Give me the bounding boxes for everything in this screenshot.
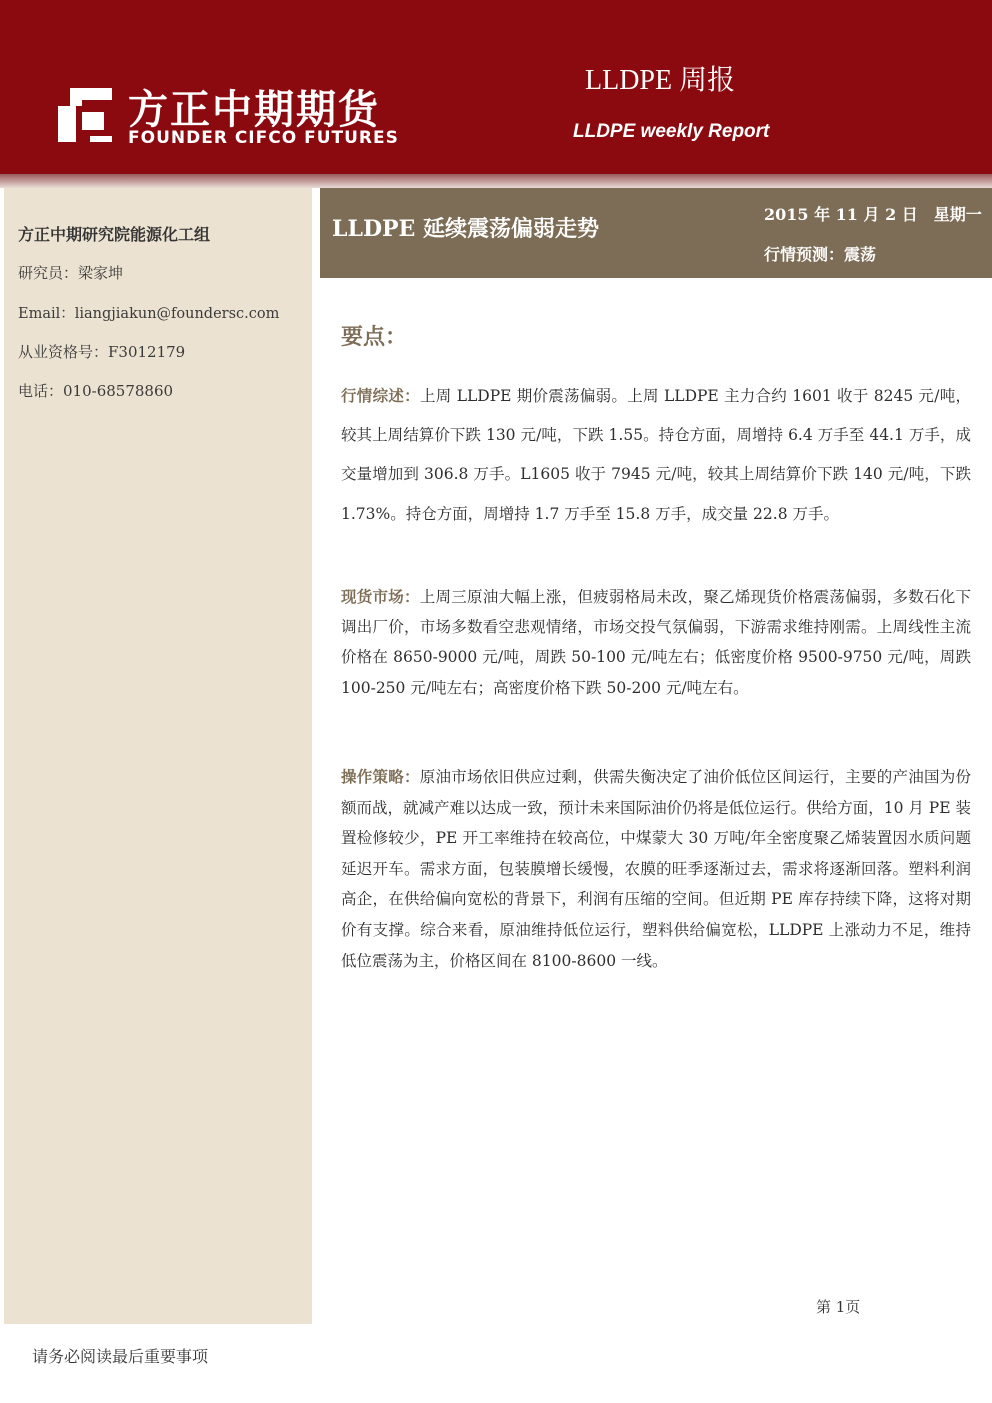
banner-divider: [0, 174, 992, 188]
market-overview-text: 上周 LLDPE 期价震荡偏弱。上周 LLDPE 主力合约 1601 收于 8245 元/吨，较其上周结算价下跌 130 元/吨，下跌 1.55。持仓方面，周增持 6.4 万手至 44.1 万手，成交量增加到 306.8 万手。L1605 收于 7945 元/吨，较其上周结算价下跌 140 元/吨，下跌 1.73%。持仓方面，周增持 1.7 万手至 15.8 万手，成交量 22.8 万手。: [341, 387, 971, 523]
spot-market-text: 上周三原油大幅上涨，但疲弱格局未改，聚乙烯现货价格震荡偏弱，多数石化下调出厂价，市场多数看空悲观情绪，市场交投气氛偏弱，下游需求维持刚需。上周线性主流价格在 8650-9000 元/吨，周跌 50-100 元/吨左右；低密度价格 9500-9750 元/吨，周跌 100-250 元/吨左右；高密度价格下跌 50-200 元/吨左右。: [341, 588, 971, 697]
phone-number: 电话：010-68578860: [18, 382, 174, 400]
strategy-label: 操作策略：: [341, 768, 420, 786]
logo-chinese-name: 方正中期期货: [128, 87, 380, 133]
spot-market-label: 现货市场：: [341, 588, 420, 606]
key-points-heading: 要点：: [341, 325, 408, 350]
license-number: 从业资格号：F3012179: [18, 343, 186, 361]
report-subtitle: LLDPE weekly Report: [573, 121, 770, 142]
header-banner: [0, 0, 992, 174]
spot-market-paragraph: [341, 582, 971, 703]
researcher-email[interactable]: Email：liangjiakun@foundersc.com: [18, 306, 280, 322]
research-group: 方正中期研究院能源化工组: [18, 225, 211, 244]
researcher-name: 研究员：梁家坤: [18, 264, 124, 282]
founder-logo-icon: [56, 86, 114, 144]
page-number: 第 1页: [816, 1298, 861, 1316]
headline-title: LLDPE 延续震荡偏弱走势: [332, 216, 599, 242]
strategy-paragraph: [341, 762, 971, 976]
market-overview-paragraph: [341, 377, 971, 534]
market-overview-label: 行情综述：: [341, 387, 420, 405]
disclaimer-notice: 请务必阅读最后重要事项: [32, 1347, 209, 1366]
market-forecast: 行情预测：震荡: [764, 245, 877, 264]
report-date: 2015 年 11 月 2 日 星期一: [764, 205, 982, 224]
report-title: LLDPE 周报: [585, 65, 736, 96]
logo-english-name: FOUNDER CIFCO FUTURES: [128, 128, 399, 148]
strategy-text: 原油市场依旧供应过剩，供需失衡决定了油价低位区间运行，主要的产油国为份额而战，就减产难以达成一致，预计未来国际油价仍将是低位运行。供给方面，10 月 PE 装置检修较少，PE 开工率维持在较高位，中煤蒙大 30 万吨/年全密度聚乙烯装置因水质问题延迟开车。需求方面，包装膜增长缓慢，农膜的旺季逐渐过去，需求将逐渐回落。塑料利润高企，在供给偏向宽松的背景下，利润有压缩的空间。但近期 PE 库存持续下降，这将对期价有支撑。综合来看，原油维持低位运行，塑料供给偏宽松，LLDPE 上涨动力不足，维持低位震荡为主，价格区间在 8100-8600 一线。: [341, 768, 971, 970]
